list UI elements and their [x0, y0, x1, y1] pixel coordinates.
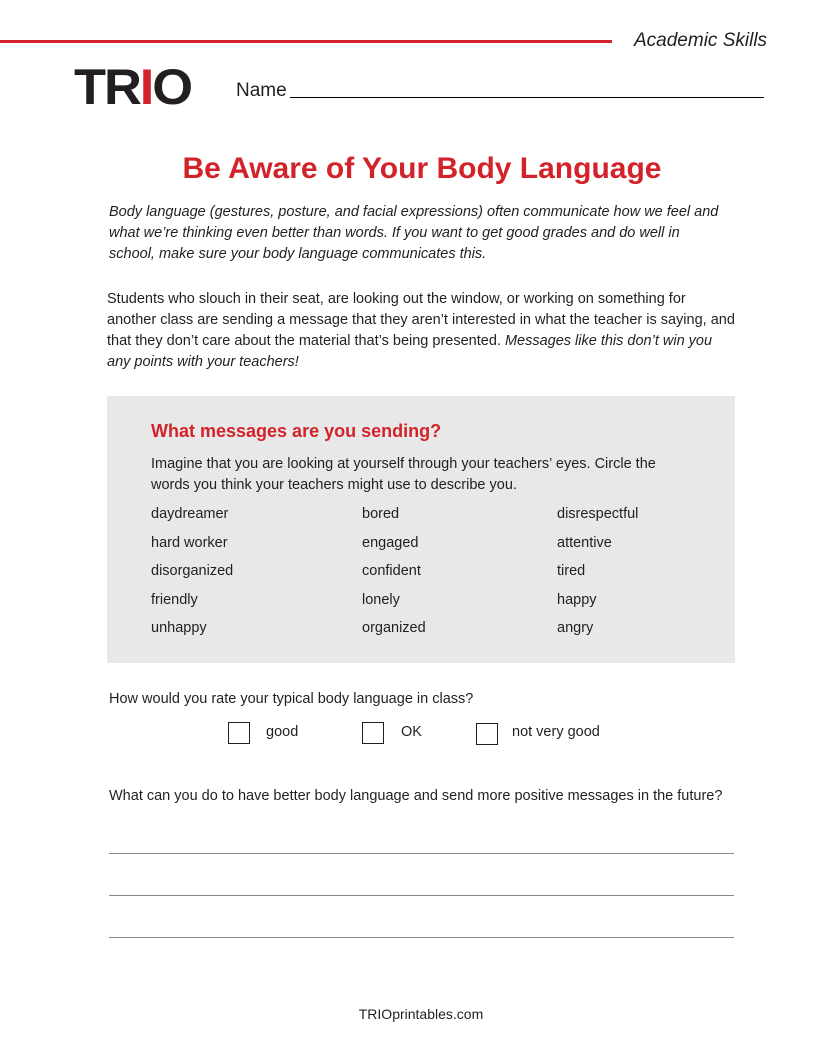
- header-rule: [0, 40, 612, 43]
- body-paragraph: [107, 289, 737, 373]
- option-good-label: good: [266, 724, 299, 740]
- option-not-very-good-label: not very good: [512, 724, 600, 740]
- word-option[interactable]: attentive: [557, 534, 612, 551]
- category-label: Academic Skills: [634, 30, 768, 51]
- name-label: Name: [236, 80, 287, 101]
- word-option[interactable]: confident: [362, 563, 421, 580]
- word-option[interactable]: daydreamer: [151, 506, 229, 522]
- answer-line[interactable]: [109, 937, 734, 938]
- word-option[interactable]: tired: [557, 563, 586, 580]
- checkbox-good[interactable]: [228, 722, 250, 744]
- word-option[interactable]: angry: [557, 620, 594, 637]
- improve-question: What can you do to have better body language and send more positive messages in the future?: [109, 788, 723, 804]
- word-option[interactable]: happy: [557, 591, 597, 608]
- footer-url: TRIOprintables.com: [358, 1006, 484, 1022]
- word-option[interactable]: disrespectful: [557, 506, 639, 522]
- intro-text: Body language (gestures, posture, and facial expressions) often communicate how we feel and what we’re thinking even better than words. If you want to get good grades and do well in school, make sure your body language communicates this.: [109, 204, 719, 262]
- word-option[interactable]: friendly: [151, 591, 198, 608]
- trio-logo: TRIO: [74, 59, 192, 115]
- paragraph-emphasis: Messages like this don’t win you any points with your teachers!: [107, 333, 713, 370]
- word-option[interactable]: organized: [362, 620, 426, 637]
- answer-line[interactable]: [109, 853, 734, 854]
- checkbox-ok[interactable]: [362, 722, 384, 744]
- word-option[interactable]: unhappy: [151, 620, 207, 637]
- box-instructions: Imagine that you are looking at yourself through your teachers’ eyes. Circle the words you think your teachers might use to describe you.: [151, 456, 656, 493]
- paragraph-text: Students who slouch in their seat, are looking out the window, or working on something for another class are sending a message that they aren’t interested in what the teacher is saying, and that they don’t care about the material that’s being presented.: [107, 291, 735, 349]
- word-option[interactable]: disorganized: [151, 563, 234, 580]
- word-option[interactable]: engaged: [362, 534, 419, 551]
- word-option[interactable]: bored: [362, 506, 400, 522]
- answer-line[interactable]: [109, 895, 734, 896]
- page-title: Be Aware of Your Body Language: [182, 152, 662, 185]
- name-input-line[interactable]: [290, 97, 764, 98]
- rating-question: How would you rate your typical body language in class?: [109, 691, 474, 707]
- box-heading: What messages are you sending?: [151, 421, 442, 441]
- word-option[interactable]: lonely: [362, 591, 400, 608]
- checkbox-not-very-good[interactable]: [476, 723, 498, 745]
- word-option[interactable]: hard worker: [151, 534, 228, 551]
- option-ok-label: OK: [401, 724, 422, 740]
